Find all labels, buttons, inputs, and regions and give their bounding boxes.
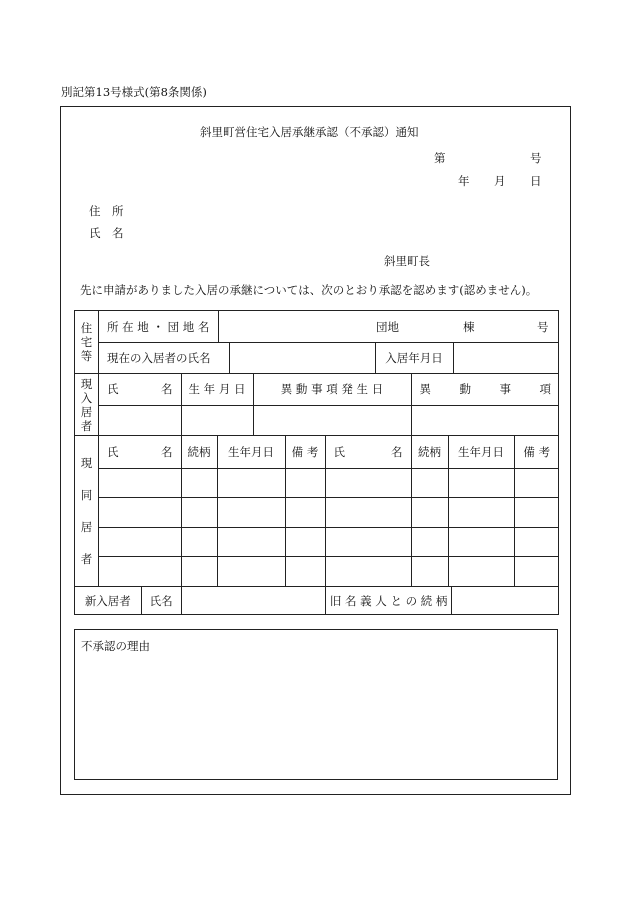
- co-cell[interactable]: [217, 527, 285, 556]
- current-name-label: 現在の入居者の氏名: [99, 343, 229, 373]
- co-cell[interactable]: [514, 527, 559, 556]
- co-cell[interactable]: [285, 468, 325, 497]
- co-header-relation-1: 続柄: [181, 436, 217, 468]
- co-cell[interactable]: [411, 497, 448, 527]
- co-cell[interactable]: [514, 497, 559, 527]
- gou-unit: 号: [537, 320, 549, 334]
- co-header-remarks-2: 備 考: [514, 436, 559, 468]
- number-prefix: 第: [434, 151, 446, 165]
- form-reference: 別記第13号様式(第8条関係): [61, 85, 207, 99]
- co-cell[interactable]: [181, 556, 217, 586]
- co-cell[interactable]: [99, 556, 181, 586]
- main-table: [74, 310, 559, 615]
- co-header-birthdate-2: 生年月日: [448, 436, 514, 468]
- co-cell[interactable]: [217, 468, 285, 497]
- location-label: 所 在 地 ・ 団 地 名: [99, 311, 219, 343]
- co-cell[interactable]: [285, 556, 325, 586]
- number-suffix: 号: [530, 151, 542, 165]
- cr-change-item-cell[interactable]: [411, 405, 559, 435]
- table-row: [99, 468, 559, 497]
- co-cell[interactable]: [514, 556, 559, 586]
- housing-section-label: 住 宅 等: [75, 311, 99, 374]
- document-title: 斜里町営住宅入居承継承認（不承認）通知: [200, 125, 419, 139]
- co-cell[interactable]: [217, 497, 285, 527]
- body-text: 先に申請がありました入居の承継については、次のとおり承認を認めます(認めません)。: [80, 283, 538, 297]
- date-day: 日: [530, 174, 542, 188]
- co-cell[interactable]: [217, 556, 285, 586]
- cr-name-cell[interactable]: [99, 405, 181, 435]
- co-cell[interactable]: [325, 497, 411, 527]
- current-name-value[interactable]: [229, 343, 375, 373]
- co-cell[interactable]: [181, 497, 217, 527]
- co-header-remarks-1: 備 考: [285, 436, 325, 468]
- cr-header-name: 氏 名: [99, 374, 181, 405]
- danchi-unit: 団地: [376, 320, 399, 334]
- address-label: 住 所: [89, 204, 124, 218]
- co-cell[interactable]: [325, 527, 411, 556]
- relation-label: 旧 名 義 人 と の 続 柄: [326, 587, 452, 614]
- co-cell[interactable]: [448, 556, 514, 586]
- location-cell[interactable]: [219, 311, 559, 343]
- co-cell[interactable]: [181, 527, 217, 556]
- issuer: 斜里町長: [384, 254, 430, 268]
- co-cell[interactable]: [99, 527, 181, 556]
- name-label: 氏 名: [89, 226, 124, 240]
- co-header-name-2: 氏 名: [325, 436, 411, 468]
- co-cell[interactable]: [448, 497, 514, 527]
- co-cell[interactable]: [325, 468, 411, 497]
- co-cell[interactable]: [285, 497, 325, 527]
- co-cell[interactable]: [411, 527, 448, 556]
- new-resident-name-value[interactable]: [181, 587, 325, 614]
- cr-header-change-date: 異 動 事 項 発 生 日: [253, 374, 411, 405]
- cr-change-date-cell[interactable]: [253, 405, 411, 435]
- table-row: [99, 556, 559, 586]
- move-in-value[interactable]: [453, 343, 559, 373]
- co-cell[interactable]: [448, 468, 514, 497]
- table-row: [99, 527, 559, 556]
- co-cell[interactable]: [181, 468, 217, 497]
- relation-value[interactable]: [452, 587, 558, 614]
- cohabitants-section-label: 現 同 居 者: [75, 436, 99, 587]
- co-cell[interactable]: [411, 556, 448, 586]
- rejection-reason-label: 不承認の理由: [81, 639, 150, 653]
- co-header-relation-2: 続柄: [411, 436, 448, 468]
- co-cell[interactable]: [325, 556, 411, 586]
- move-in-label: 入居年月日: [375, 343, 453, 373]
- co-cell[interactable]: [285, 527, 325, 556]
- table-row: [99, 497, 559, 527]
- co-header-name-1: 氏 名: [99, 436, 181, 468]
- cr-header-change-item: 異 動 事 項: [411, 374, 559, 405]
- rejection-reason-box[interactable]: [74, 629, 558, 780]
- co-cell[interactable]: [411, 468, 448, 497]
- date-year: 年: [458, 174, 470, 188]
- new-resident-label: 新入居者: [75, 587, 141, 614]
- co-header-birthdate-1: 生年月日: [217, 436, 285, 468]
- cr-birthdate-cell[interactable]: [181, 405, 253, 435]
- new-resident-name-label: 氏名: [141, 587, 181, 614]
- tou-unit: 棟: [463, 320, 475, 334]
- current-resident-section-label: 現 入 居 者: [75, 374, 99, 436]
- co-cell[interactable]: [99, 468, 181, 497]
- co-cell[interactable]: [514, 468, 559, 497]
- date-month: 月: [494, 174, 506, 188]
- co-cell[interactable]: [99, 497, 181, 527]
- cr-header-birthdate: 生 年 月 日: [181, 374, 253, 405]
- co-cell[interactable]: [448, 527, 514, 556]
